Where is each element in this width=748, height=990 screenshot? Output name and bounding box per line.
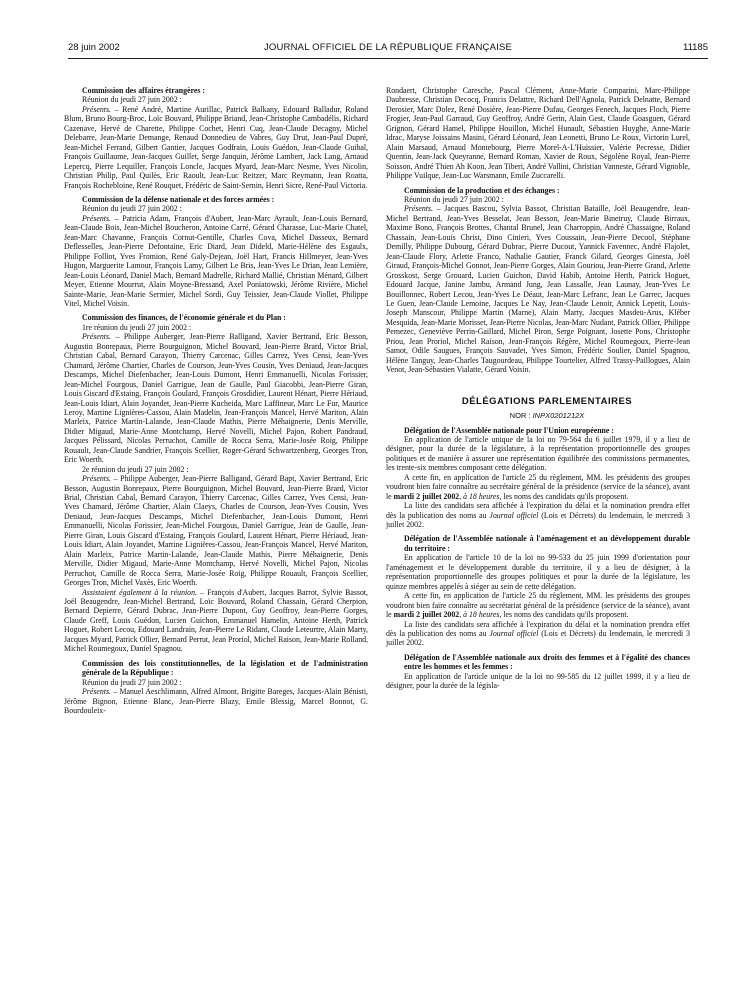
deadline-hour: à 18 heures, (463, 610, 502, 620)
present-names: – Philippe Auberger, Jean-Pierre Balligand, Xavier Bertrand, Eric Besson, Augustin Bonrepaux, Pierre Bourguignon, Michel Bouvard, Jean-Pierre Brard, Victor Brial, Christian Cabal, Bernard Carayon, Thierry Carcenac, Gilles Carrez, Yves Censi, Jean-Yves Chamard, Jérôme Chartier, Charles de Courson, Jean-Yves Cousin, Yves Deniaud, Jean-Jacques Descamps, Michel Diefenbacher, Jean-Louis Dumont, Henri Emmanuelli, Nicolas Forissier, Jean-Michel Fourgous, Daniel Garrigue, Jean de Gaulle, Paul Giacobbi, Jean-Pierre Giran, Louis Giscard d'Estaing, François Goulard, François Grosdidier, Laurent Hénart, Pierre Hériaud, Jean-Louis Idiart, Alain Joyandet, Jean-Pierre Kucheida, Marc Laffineur, Marc Le Fur, Maurice Leroy, Martine Lignières-Cassou, Alain Madelin, Jean-François Mancel, Hervé Mariton, Alain Marleix, Patrice Martin-Lalande, Jean-Claude Mathis, Pierre Méhaignerie, Denis Merville, Didier Migaud, Marie-Anne Montchamp, Hervé Novelli, Michel Pajon, Robert Pandraud, Jacques Pélissard, Nicolas Perruchot, Camille de Rocca Serra, Marie-Josée Roig, Philippe Rouault, Jean-Claude Sandrier, François Scellier, Roger-Gérard Schwartzenberg, Georges Tron, Eric Woerth. (64, 332, 368, 465)
text-run: (Lois et Décrets) du lendemain, le mercredi 3 juillet 2002. (386, 510, 690, 530)
present-label: Présents. (82, 213, 111, 223)
text-run: , (459, 610, 464, 620)
attendance-paragraph (64, 588, 368, 654)
attendance-paragraph (64, 332, 368, 464)
text-run: La liste des candidats sera affichée à l'expiration du délai et la nomination prendra effet dès la publication des noms au (386, 501, 690, 520)
section-title-union-europeenne: Délégation de l'Assemblée nationale pour l'Union européenne : (404, 425, 614, 435)
section-title-affaires-etrangeres: Commission des affaires étrangères : (82, 86, 206, 95)
body-paragraph (386, 620, 690, 648)
attendance-paragraph (64, 687, 368, 715)
present-names: – René André, Martine Aurillac, Patrick Balkany, Edouard Balladur, Roland Blum, Bruno Bourg-Broc, Loïc Bouvard, Philippe Briand, Jean-Christophe Cambadélis, Richard Cazenave, Hervé de Charette, Philippe Cochet, Henri Cuq, Jean-Claude Decagny, Michel Delebarre, Jean-Marie Demange, Renaud Donnedieu de Vabres, Guy Drut, Jean-Paul Dupré, Jean-Michel Ferrand, Gilbert Gantier, Jacques Godfrain, Louis Guédon, Jean-Claude Guibal, François Guillaume, Jean-Jacques Guillet, Serge Janquin, Jérôme Lambert, Jack Lang, Arnaud Lepercq, Pierre Lequiller, François Loncle, Jacques Myard, Jean-Marc Nesme, Yves Nicolin, Christian Philip, Paul Quilès, Eric Raoult, Jean-Luc Reitzer, Marc Reymann, Jean Roatta, François Rochebloine, René Rouquet, Frédéric de Saint-Sernin, Henri Sicre, René-Paul Victoria. (64, 104, 368, 190)
journal-name: Journal officiel (489, 629, 539, 639)
present-label: Présents. (82, 332, 111, 342)
assistaient-names: – François d'Aubert, Jacques Barrot, Sylvie Bassot, Joël Beaugendre, Jean-Michel Bertrand, Loïc Bouvard, Roland Chassain, Gérard Cherpion, Bernard Depierre, Gérard Dubrac, Jean-Pierre Dupont, Guy Geoffroy, Jean-Pierre Gorges, Claude Greff, Louis Guédon, Lucien Guichon, Emmanuel Hamelin, Antoine Herth, Patrick Hoguet, Robert Lecou, Edouard Landrain, Jean-Pierre Le Ridant, Claude Leteurtre, Alain Marty, Jacques Myard, Patrick Ollier, Bernard Perrut, Jean Proriol, Michel Raison, Jean-Marie Rolland, Michel Roumegoux, Daniel Spagnou. (64, 587, 368, 654)
nor-reference (386, 411, 690, 420)
meeting-date: Réunion du jeudi 27 juin 2002 : (82, 95, 182, 105)
present-label: Présents. (82, 687, 111, 697)
journal-name: Journal officiel (489, 510, 539, 520)
deadline-date: mardi 2 juillet 2002 (393, 610, 460, 620)
deadline-date: mardi 2 juillet 2002 (393, 491, 460, 501)
meeting-date: 1re réunion du jeudi 27 juin 2002 : (82, 322, 192, 332)
left-column (64, 86, 368, 976)
body-paragraph: En application de l'article unique de la loi no 99-585 du 12 juillet 1999, il y a lieu de désigner, pour la durée de la législa- (386, 671, 690, 691)
text-run: A cette fin, en application de l'article 25 du règlement, MM. les présidents des groupes voudront bien faire connaître au secrétaire général de la présidence (service de la séance), avant le (386, 472, 690, 501)
text-run: A cette fin, en application de l'article 25 du règlement, MM. les présidents des groupes voudront bien faire connaître au secrétariat général de la présidence (service de la séance), avant le (386, 591, 690, 620)
meeting-date: Réunion du jeudi 27 juin 2002 : (404, 194, 504, 204)
present-names: – Manuel Aeschlimann, Alfred Almont, Brigitte Bareges, Jacques-Alain Bénisti, Jérôme Bignon, Etienne Blanc, Jean-Pierre Blazy, Emile Blessig, Marcel Bonnot, G. Bourdouleix- (64, 687, 368, 715)
text-run: La liste des candidats sera affichée à l'expiration du délai et la nomination prendra effet dès la publication des noms au (386, 619, 690, 639)
body-paragraph (386, 591, 690, 619)
header-title: JOURNAL OFFICIEL DE LA RÉPUBLIQUE FRANÇAISE (263, 42, 513, 53)
section-title-lois: Commission des lois constitutionnelles, de la législation et de l'administration générale de la République : (82, 658, 368, 678)
present-names: – Jacques Bascou, Sylvia Bassot, Christian Bataille, Joël Beaugendre, Jean-Michel Bertrand, Jean-Yves Besselat, Jean Besson, Jean-Marie Binetruy, Claude Birraux, Maxime Bono, François Brottes, Chantal Brunel, Jean Charroppin, André Chassaigne, Roland Chassain, Jean-Louis Christ, Dino Cinieri, Yves Coussain, Jean-Pierre Decool, Stéphane Demilly, Philippe Dubourg, Gérard Dubrac, Pierre Ducout, Yannick Favennec, André Flajolet, Jean-Claude Flory, Arlette Franco, Nathalie Gautier, Franck Gilard, Georges Ginesta, Joël Giraud, François-Michel Gonnot, Jean-Pierre Gorges, Alain Gouriou, Jean-Pierre Grand, Arlette Grosskost, Serge Grouard, Lucien Guichon, David Habib, Antoine Herth, Patrick Hoguet, Edouard Jacque, Janine Jambu, Armand Jung, Jean Lassalle, Jean Launay, Jean-Yves Le Bouillonnec, Robert Lecou, Jean-Yves Le Déaut, Jean-Marc Lefranc, Jean Le Garrec, Jacques Le Guen, Jean-Claude Lemoine, Jacques Le Nay, Jean-Claude Lenoir, Annick Lepetit, Louis-Joseph Manscour, Philippe Martin (Marne), Alain Marty, Jacques Masdeu-Arus, Kléber Mesquida, Jean-Marie Morisset, Jean-Pierre Nicolas, Jean-Marc Nudant, Patrick Ollier, Philippe Pemezec, Geneviève Perrin-Gaillard, Michel Piron, Serge Poignant, Josette Pons, Christophe Priou, Jean Proriol, Michel Raison, Jean-François Régère, Michel Roumegoux, Pierre-Jean Samot, Odile Saugues, François Sauvadet, Yves Simon, Frédéric Soulier, Daniel Spagnou, Hélène Tanguy, Jean-Charles Taugourdeau, Philippe Tourtelier, Alfred Trassy-Paillogues, Alain Venot, Jean-Sébastien Vialatte, Gérard Voisin. (386, 204, 690, 375)
meeting-date: Réunion du jeudi 27 juin 2002 : (82, 677, 182, 687)
nor-code: INPX0201212X (532, 411, 585, 421)
text-run: les noms des candidats qu'ils proposent. (501, 610, 629, 620)
present-label: Présents. (82, 474, 111, 484)
nor-label: NOR : (509, 411, 533, 421)
section-title-amenagement: Délégation de l'Assemblée nationale à l'aménagement et au développement durable du territoire : (404, 534, 690, 553)
body-paragraph (386, 501, 690, 529)
section-title-droits-femmes: Délégation de l'Assemblée nationale aux droits des femmes et à l'égalité des chances entre les hommes et les femmes : (404, 652, 690, 672)
section-title-finances: Commission des finances, de l'économie générale et du Plan : (82, 313, 286, 323)
text-run: , (459, 491, 464, 501)
meeting-date: 2e réunion du jeudi 27 juin 2002 : (82, 464, 189, 474)
attendance-continued: Rondaert, Christophe Caresche, Pascal Clément, Anne-Marie Comparini, Marc-Philippe Daubresse, Christian Decocq, Francis Delattre, Richard Dell'Agnola, Patrick Delnatte, Bernard Derosier, Marc Dolez, René Dosière, Jean-Pierre Dufau, Georges Fenech, Jacques Floch, Pierre Frogier, Jean-Paul Garraud, Guy Geoffroy, André Gerin, Alain Gest, Claude Goasguen, Gérard Grignon, Gérard Hamel, Philippe Houillon, Michel Hunault, Sébastien Huyghe, Anne-Marie Idrac, Maryse Joissains Masini, Gérard Léonard, Jean Leonetti, Bruno Le Roux, Victorin Lurel, Alain Marsaud, Arnaud Montebourg, Pierre Morel-A-L'Huissier, Valérie Pecresse, Didier Quentin, Jean-Jack Queyranne, Bernard Roman, Xavier de Roux, Ségolène Royal, Jean-Pierre Soisson, André Thien Ah Koon, Jean Tiberi, André Vallini, Christian Vanneste, Gérard Vignoble, Philippe Vuilque, Jean-Luc Warsmann, Emile Zuccarelli. (386, 86, 690, 181)
body-paragraph (386, 473, 690, 501)
attendance-paragraph (64, 474, 368, 587)
page-header (68, 42, 708, 56)
present-names: – Patricia Adam, François d'Aubert, Jean-Marc Ayrault, Jean-Louis Bernard, Jean-Claude Bois, Jean-Michel Boucheron, Antoine Carré, Gérard Charasse, Luc-Marie Chatel, Jean-Marc Chavanne, François Cornut-Gentille, Charles Cova, Michel Dasseux, Bernard Deflesselles, Jean-Pierre Defontaine, Eric Diard, Jean Dideld, Marie-Hélène des Esgaulx, Philippe Folliot, Yves Fromion, René Galy-Dejean, Joël Hart, Francis Hillmeyer, Jean-Yves Hugon, Marguerite Lamour, François Lamy, Gilbert Le Bris, Jean-Yves Le Drian, Jean Lemière, Jean-Louis Léonard, Daniel Mach, Bernard Madrelle, Richard Mallié, Christian Ménard, Gilbert Meyer, Etienne Mourrut, Alain Moyne-Bressand, Axel Poniatowski, Jérôme Rivière, Michel Sainte-Marie, Jean-Marie Sermier, Michel Sordi, Guy Teissier, Jean-Claude Viollet, Philippe Vitel, Michel Voisin. (64, 213, 368, 308)
meeting-date: Réunion du jeudi 27 juin 2002 : (82, 204, 182, 214)
present-label: Présents. (404, 204, 433, 214)
assistaient-label: Assistaient également à la réunion. (82, 587, 197, 597)
text-run: (Lois et Décrets) du lendemain, le mercredi 3 juillet 2002. (386, 629, 690, 648)
header-date: 28 juin 2002 (68, 42, 120, 53)
body-paragraph: En application de l'article 10 de la loi no 99-533 du 25 juin 1999 d'orientation pour l'aménagement et le développement durable du territoire, il y a lieu de désigner, à la représentation proportionnelle des groupes politiques et pour la durée de la législature, les quinze membres appelés à siéger au sein de cette délégation. (386, 553, 690, 591)
header-rule (68, 58, 708, 59)
part-title-delegations: DÉLÉGATIONS PARLEMENTAIRES (461, 395, 633, 407)
deadline-hour: à 18 heures, (463, 491, 502, 501)
text-run: les noms des candidats qu'ils proposent. (501, 491, 629, 501)
attendance-paragraph (386, 204, 690, 374)
section-title-production: Commission de la production et des échanges : (404, 185, 560, 195)
present-label: Présents. (82, 104, 111, 114)
section-title-defense: Commission de la défense nationale et des forces armées : (82, 194, 275, 204)
present-names: – Philippe Auberger, Jean-Pierre Balligand, Gérard Bapt, Xavier Bertrand, Eric Besson, Augustin Bonrepaux, Pierre Bourguignon, Michel Bouvard, Jean-Pierre Brard, Victor Brial, Christian Cabal, Bernard Carayon, Thierry Carcenac, Gilles Carrez, Yves Censi, Jean-Yves Chamard, Jérôme Chartier, Alain Claeys, Charles de Courson, Jean-Yves Cousin, Yves Deniaud, Jean-Jacques Descamps, Michel Diefenbacher, Jean-Louis Dumont, Henri Emmanuelli, Nicolas Forissier, Jean-Michel Fourgous, Daniel Garrigue, Jean de Gaulle, Jean-Pierre Giran, Louis Giscard d'Estaing, François Goulard, Laurent Hénart, Pierre Hériaud, Jean-Louis Idiart, Alain Joyandet, Martine Lignières-Cassou, Jean-François Mancel, Hervé Mariton, Alain Marleix, Patrice Martin-Lalande, Jean-Claude Mathis, Pierre Méhaignerie, Denis Merville, Didier Migaud, Marie-Anne Montchamp, Hervé Novelli, Michel Pajon, Nicolas Perruchot, Camille de Rocca Serra, Marie-Josée Roig, Philippe Rouault, François Scellier, Georges Tron, Michel Vaxès, Eric Woerth. (64, 474, 368, 588)
header-page-number: 11185 (682, 42, 708, 53)
body-paragraph: En application de l'article unique de la loi no 79-564 du 6 juillet 1979, il y a lieu de désigner, pour la durée de la législature, à la représentation proportionnelle des groupes politiques et de manière à assurer une représentation équilibrée des commissions permanentes, les trente-six membres composant cette délégation. (386, 434, 690, 473)
attendance-paragraph (64, 105, 368, 190)
attendance-paragraph (64, 214, 368, 309)
right-column (386, 86, 690, 976)
